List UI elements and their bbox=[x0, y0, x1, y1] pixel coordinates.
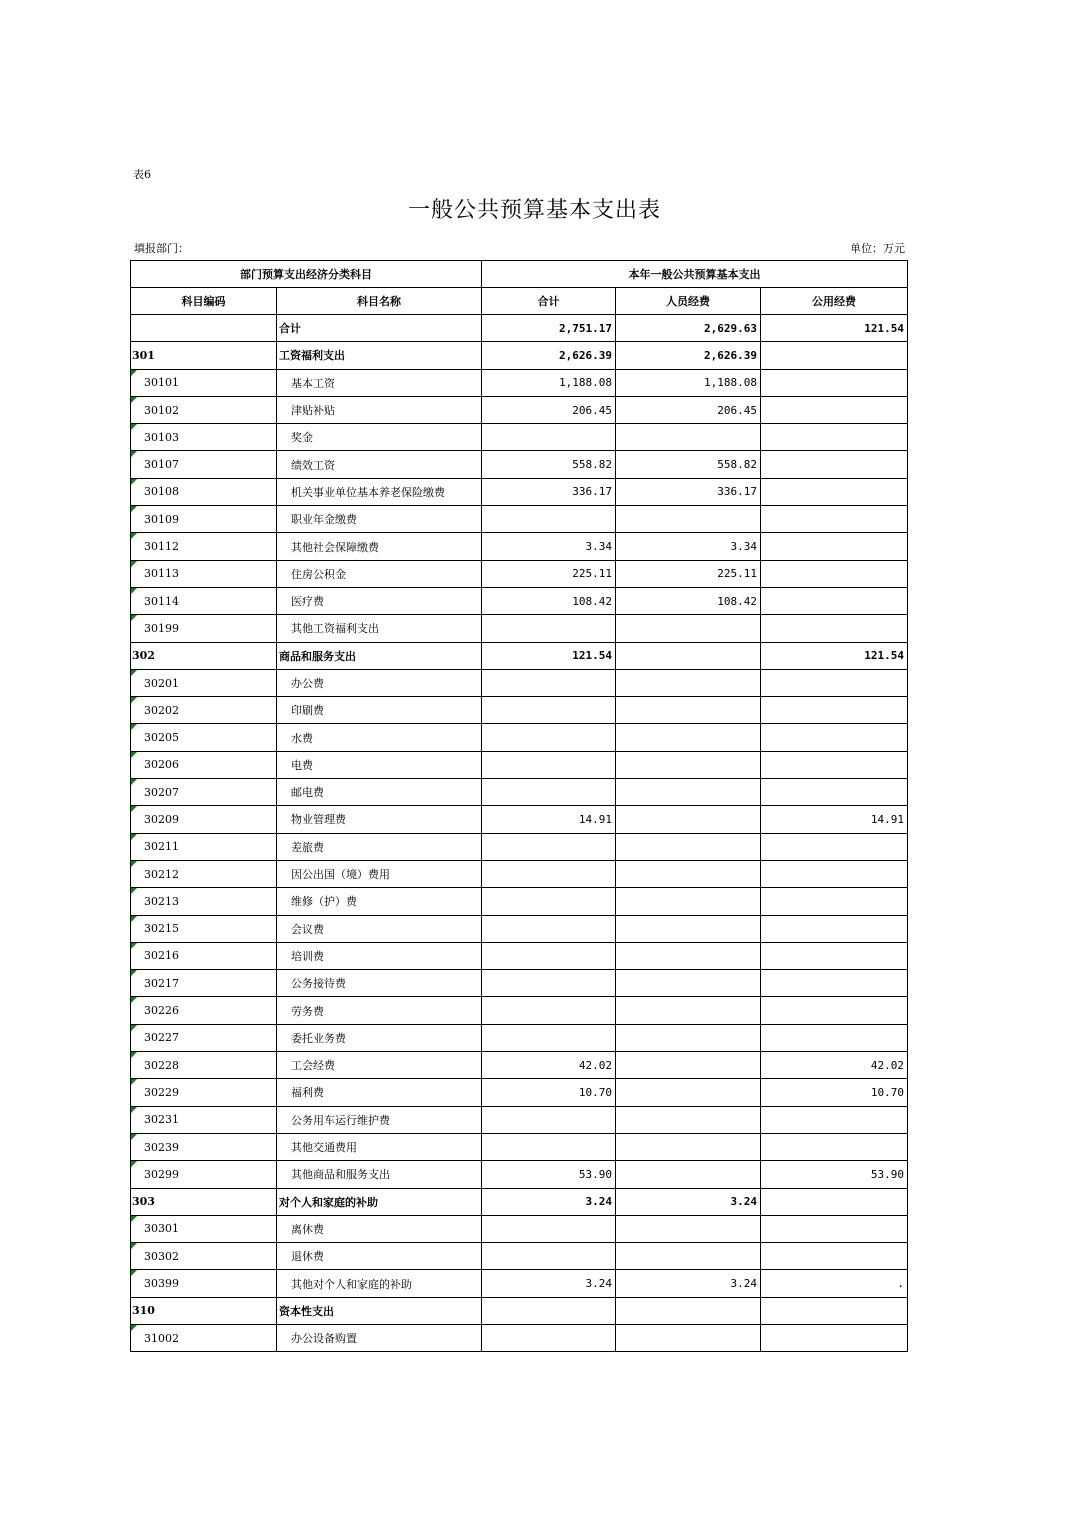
table-row bbox=[131, 1079, 908, 1106]
table-row bbox=[131, 1133, 908, 1160]
table-row bbox=[131, 942, 908, 969]
cell-code: 30209 bbox=[131, 806, 277, 833]
cell-personnel bbox=[616, 615, 761, 642]
cell-name: 津贴补贴 bbox=[277, 396, 482, 423]
cell-name: 资本性支出 bbox=[277, 1297, 482, 1324]
cell-code: 30207 bbox=[131, 779, 277, 806]
cell-code: 30112 bbox=[131, 533, 277, 560]
cell-name: 物业管理费 bbox=[277, 806, 482, 833]
filler-department-label: 填报部门： bbox=[134, 242, 189, 255]
cell-name: 委托业务费 bbox=[277, 1024, 482, 1051]
cell-public bbox=[761, 942, 908, 969]
cell-name: 商品和服务支出 bbox=[277, 642, 482, 669]
cell-name: 合计 bbox=[277, 315, 482, 342]
table-row bbox=[131, 751, 908, 778]
cell-name: 住房公积金 bbox=[277, 560, 482, 587]
cell-personnel bbox=[616, 888, 761, 915]
cell-personnel bbox=[616, 970, 761, 997]
cell-personnel: 336.17 bbox=[616, 478, 761, 505]
table-row bbox=[131, 533, 908, 560]
cell-public: 10.70 bbox=[761, 1079, 908, 1106]
cell-name: 绩效工资 bbox=[277, 451, 482, 478]
budget-table bbox=[130, 260, 908, 1352]
cell-personnel bbox=[616, 1106, 761, 1133]
table-row bbox=[131, 669, 908, 696]
table-row bbox=[131, 315, 908, 342]
cell-name: 职业年金缴费 bbox=[277, 506, 482, 533]
table-row bbox=[131, 833, 908, 860]
header-total: 合计 bbox=[482, 288, 616, 315]
cell-public bbox=[761, 560, 908, 587]
cell-total bbox=[482, 888, 616, 915]
cell-name: 公务接待费 bbox=[277, 970, 482, 997]
cell-personnel bbox=[616, 1215, 761, 1242]
cell-public bbox=[761, 997, 908, 1024]
cell-personnel: 558.82 bbox=[616, 451, 761, 478]
cell-total: 14.91 bbox=[482, 806, 616, 833]
table-number: 表6 bbox=[133, 168, 151, 181]
cell-code: 30228 bbox=[131, 1052, 277, 1079]
cell-public bbox=[761, 615, 908, 642]
header-group-classification: 部门预算支出经济分类科目 bbox=[131, 261, 482, 288]
cell-personnel bbox=[616, 942, 761, 969]
cell-total bbox=[482, 779, 616, 806]
cell-personnel: 2,629.63 bbox=[616, 315, 761, 342]
cell-public bbox=[761, 396, 908, 423]
cell-total: 121.54 bbox=[482, 642, 616, 669]
cell-public bbox=[761, 724, 908, 751]
cell-name: 差旅费 bbox=[277, 833, 482, 860]
cell-public bbox=[761, 833, 908, 860]
table-row bbox=[131, 1297, 908, 1324]
cell-total: 2,626.39 bbox=[482, 342, 616, 369]
cell-public bbox=[761, 697, 908, 724]
cell-name: 其他商品和服务支出 bbox=[277, 1161, 482, 1188]
cell-personnel bbox=[616, 1133, 761, 1160]
cell-name: 其他社会保障缴费 bbox=[277, 533, 482, 560]
cell-total: 53.90 bbox=[482, 1161, 616, 1188]
cell-personnel: 3.24 bbox=[616, 1270, 761, 1297]
cell-code bbox=[131, 315, 277, 342]
table-row bbox=[131, 396, 908, 423]
table-row bbox=[131, 724, 908, 751]
cell-code: 30399 bbox=[131, 1270, 277, 1297]
cell-public bbox=[761, 1024, 908, 1051]
header-public: 公用经费 bbox=[761, 288, 908, 315]
cell-code: 30107 bbox=[131, 451, 277, 478]
cell-public bbox=[761, 970, 908, 997]
cell-personnel bbox=[616, 915, 761, 942]
cell-name: 奖金 bbox=[277, 424, 482, 451]
table-row bbox=[131, 779, 908, 806]
cell-public: 121.54 bbox=[761, 315, 908, 342]
cell-code: 30103 bbox=[131, 424, 277, 451]
cell-personnel bbox=[616, 669, 761, 696]
cell-personnel: 2,626.39 bbox=[616, 342, 761, 369]
cell-personnel: 225.11 bbox=[616, 560, 761, 587]
cell-total: 225.11 bbox=[482, 560, 616, 587]
table-row bbox=[131, 587, 908, 614]
table-row bbox=[131, 1324, 908, 1351]
cell-public bbox=[761, 1243, 908, 1270]
table-row bbox=[131, 1215, 908, 1242]
cell-total bbox=[482, 424, 616, 451]
cell-personnel: 3.24 bbox=[616, 1188, 761, 1215]
table-row bbox=[131, 1243, 908, 1270]
cell-public bbox=[761, 1215, 908, 1242]
cell-code: 30231 bbox=[131, 1106, 277, 1133]
table-row bbox=[131, 1270, 908, 1297]
cell-code: 30201 bbox=[131, 669, 277, 696]
cell-total: 10.70 bbox=[482, 1079, 616, 1106]
table-row bbox=[131, 888, 908, 915]
cell-name: 办公设备购置 bbox=[277, 1324, 482, 1351]
table-row bbox=[131, 506, 908, 533]
cell-total bbox=[482, 506, 616, 533]
table-header bbox=[131, 261, 908, 315]
table-row bbox=[131, 970, 908, 997]
cell-total: 3.24 bbox=[482, 1188, 616, 1215]
cell-personnel bbox=[616, 724, 761, 751]
cell-name: 因公出国（境）费用 bbox=[277, 860, 482, 887]
table-row bbox=[131, 478, 908, 505]
cell-total: 336.17 bbox=[482, 478, 616, 505]
cell-personnel bbox=[616, 751, 761, 778]
cell-public bbox=[761, 587, 908, 614]
cell-name: 对个人和家庭的补助 bbox=[277, 1188, 482, 1215]
table-body bbox=[131, 315, 908, 1352]
cell-public: 42.02 bbox=[761, 1052, 908, 1079]
cell-total: 558.82 bbox=[482, 451, 616, 478]
cell-public bbox=[761, 424, 908, 451]
cell-public bbox=[761, 1297, 908, 1324]
cell-name: 电费 bbox=[277, 751, 482, 778]
cell-code: 30114 bbox=[131, 587, 277, 614]
cell-personnel bbox=[616, 860, 761, 887]
cell-name: 工会经费 bbox=[277, 1052, 482, 1079]
cell-total bbox=[482, 942, 616, 969]
cell-public: 14.91 bbox=[761, 806, 908, 833]
cell-code: 30202 bbox=[131, 697, 277, 724]
cell-total bbox=[482, 751, 616, 778]
cell-code: 31002 bbox=[131, 1324, 277, 1351]
cell-personnel bbox=[616, 697, 761, 724]
table-row bbox=[131, 697, 908, 724]
cell-total: 206.45 bbox=[482, 396, 616, 423]
cell-public bbox=[761, 751, 908, 778]
table-row bbox=[131, 1161, 908, 1188]
cell-total: 3.34 bbox=[482, 533, 616, 560]
cell-code: 303 bbox=[131, 1188, 277, 1215]
cell-code: 301 bbox=[131, 342, 277, 369]
cell-name: 其他工资福利支出 bbox=[277, 615, 482, 642]
cell-code: 30113 bbox=[131, 560, 277, 587]
cell-code: 30229 bbox=[131, 1079, 277, 1106]
cell-personnel: 3.34 bbox=[616, 533, 761, 560]
cell-total bbox=[482, 1324, 616, 1351]
table-row bbox=[131, 1024, 908, 1051]
cell-code: 30108 bbox=[131, 478, 277, 505]
cell-code: 30227 bbox=[131, 1024, 277, 1051]
cell-code: 30217 bbox=[131, 970, 277, 997]
cell-code: 30109 bbox=[131, 506, 277, 533]
cell-public bbox=[761, 1324, 908, 1351]
cell-code: 30215 bbox=[131, 915, 277, 942]
cell-total bbox=[482, 970, 616, 997]
table-row bbox=[131, 860, 908, 887]
cell-name: 离休费 bbox=[277, 1215, 482, 1242]
cell-personnel bbox=[616, 506, 761, 533]
header-code: 科目编码 bbox=[131, 288, 277, 315]
cell-public bbox=[761, 915, 908, 942]
cell-personnel bbox=[616, 642, 761, 669]
table-row bbox=[131, 342, 908, 369]
cell-public bbox=[761, 1106, 908, 1133]
cell-public bbox=[761, 860, 908, 887]
table-row bbox=[131, 615, 908, 642]
cell-personnel bbox=[616, 997, 761, 1024]
cell-code: 30206 bbox=[131, 751, 277, 778]
cell-public bbox=[761, 1188, 908, 1215]
table-row bbox=[131, 1052, 908, 1079]
cell-name: 水费 bbox=[277, 724, 482, 751]
cell-total bbox=[482, 1243, 616, 1270]
cell-total bbox=[482, 915, 616, 942]
cell-public: 53.90 bbox=[761, 1161, 908, 1188]
cell-code: 302 bbox=[131, 642, 277, 669]
table-row bbox=[131, 451, 908, 478]
cell-name: 邮电费 bbox=[277, 779, 482, 806]
cell-total bbox=[482, 1297, 616, 1324]
cell-personnel bbox=[616, 779, 761, 806]
cell-personnel: 108.42 bbox=[616, 587, 761, 614]
cell-public bbox=[761, 888, 908, 915]
cell-public: 121.54 bbox=[761, 642, 908, 669]
cell-personnel bbox=[616, 1161, 761, 1188]
cell-name: 医疗费 bbox=[277, 587, 482, 614]
cell-code: 30299 bbox=[131, 1161, 277, 1188]
cell-name: 维修（护）费 bbox=[277, 888, 482, 915]
cell-code: 30301 bbox=[131, 1215, 277, 1242]
cell-name: 其他对个人和家庭的补助 bbox=[277, 1270, 482, 1297]
cell-total: 1,188.08 bbox=[482, 369, 616, 396]
cell-personnel bbox=[616, 424, 761, 451]
table-row bbox=[131, 1106, 908, 1133]
cell-personnel bbox=[616, 806, 761, 833]
cell-name: 印刷费 bbox=[277, 697, 482, 724]
cell-total bbox=[482, 1106, 616, 1133]
cell-code: 30213 bbox=[131, 888, 277, 915]
cell-total bbox=[482, 669, 616, 696]
header-name: 科目名称 bbox=[277, 288, 482, 315]
cell-personnel bbox=[616, 1079, 761, 1106]
cell-total bbox=[482, 1133, 616, 1160]
cell-total bbox=[482, 697, 616, 724]
cell-code: 30205 bbox=[131, 724, 277, 751]
cell-name: 会议费 bbox=[277, 915, 482, 942]
cell-total bbox=[482, 1024, 616, 1051]
cell-code: 30211 bbox=[131, 833, 277, 860]
cell-personnel bbox=[616, 1052, 761, 1079]
cell-personnel: 1,188.08 bbox=[616, 369, 761, 396]
cell-total: 42.02 bbox=[482, 1052, 616, 1079]
cell-code: 30216 bbox=[131, 942, 277, 969]
cell-name: 退休费 bbox=[277, 1243, 482, 1270]
table-row bbox=[131, 560, 908, 587]
cell-public bbox=[761, 1133, 908, 1160]
cell-personnel bbox=[616, 1324, 761, 1351]
cell-total bbox=[482, 860, 616, 887]
cell-name: 机关事业单位基本养老保险缴费 bbox=[277, 478, 482, 505]
header-group-basic-expenditure: 本年一般公共预算基本支出 bbox=[482, 261, 908, 288]
cell-name: 培训费 bbox=[277, 942, 482, 969]
cell-total bbox=[482, 833, 616, 860]
cell-total bbox=[482, 997, 616, 1024]
header-personnel: 人员经费 bbox=[616, 288, 761, 315]
table-row bbox=[131, 424, 908, 451]
cell-name: 其他交通费用 bbox=[277, 1133, 482, 1160]
cell-personnel bbox=[616, 1024, 761, 1051]
table-row bbox=[131, 806, 908, 833]
table-row bbox=[131, 997, 908, 1024]
cell-name: 基本工资 bbox=[277, 369, 482, 396]
cell-total bbox=[482, 615, 616, 642]
cell-name: 福利费 bbox=[277, 1079, 482, 1106]
cell-code: 30302 bbox=[131, 1243, 277, 1270]
cell-total bbox=[482, 724, 616, 751]
cell-public bbox=[761, 779, 908, 806]
cell-total: 2,751.17 bbox=[482, 315, 616, 342]
table-row bbox=[131, 642, 908, 669]
cell-name: 办公费 bbox=[277, 669, 482, 696]
cell-code: 30226 bbox=[131, 997, 277, 1024]
cell-name: 劳务费 bbox=[277, 997, 482, 1024]
cell-personnel: 206.45 bbox=[616, 396, 761, 423]
cell-public: . bbox=[761, 1270, 908, 1297]
page-title: 一般公共预算基本支出表 bbox=[407, 198, 661, 223]
cell-public bbox=[761, 451, 908, 478]
cell-code: 30101 bbox=[131, 369, 277, 396]
cell-total: 108.42 bbox=[482, 587, 616, 614]
cell-public bbox=[761, 669, 908, 696]
cell-code: 30102 bbox=[131, 396, 277, 423]
cell-code: 30212 bbox=[131, 860, 277, 887]
cell-public bbox=[761, 478, 908, 505]
table-row bbox=[131, 369, 908, 396]
cell-personnel bbox=[616, 1297, 761, 1324]
unit-label: 单位：万元 bbox=[850, 242, 905, 255]
cell-personnel bbox=[616, 833, 761, 860]
cell-personnel bbox=[616, 1243, 761, 1270]
table-row bbox=[131, 915, 908, 942]
cell-total bbox=[482, 1215, 616, 1242]
cell-public bbox=[761, 369, 908, 396]
table-row bbox=[131, 1188, 908, 1215]
cell-code: 310 bbox=[131, 1297, 277, 1324]
cell-public bbox=[761, 506, 908, 533]
cell-public bbox=[761, 533, 908, 560]
cell-total: 3.24 bbox=[482, 1270, 616, 1297]
cell-name: 工资福利支出 bbox=[277, 342, 482, 369]
cell-code: 30239 bbox=[131, 1133, 277, 1160]
cell-name: 公务用车运行维护费 bbox=[277, 1106, 482, 1133]
cell-code: 30199 bbox=[131, 615, 277, 642]
cell-public bbox=[761, 342, 908, 369]
